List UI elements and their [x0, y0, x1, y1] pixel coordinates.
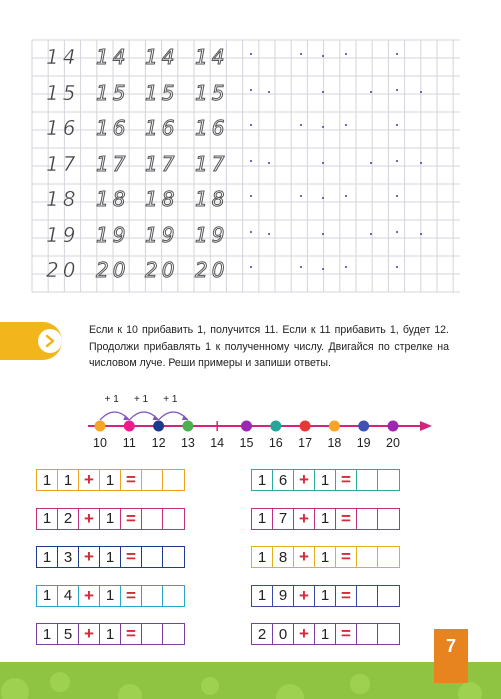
number-line-label: 12 — [151, 436, 166, 450]
guide-dot — [250, 89, 252, 91]
plus-sign: + — [294, 624, 315, 644]
number-line-dot — [270, 421, 281, 432]
number-line-label: 17 — [298, 436, 313, 450]
plus-sign: + — [294, 586, 315, 606]
equals-sign: = — [121, 586, 142, 606]
equation-digit: 1 — [252, 509, 273, 529]
equation-digit: 8 — [273, 547, 294, 567]
traced-number: 14 — [195, 45, 229, 69]
guide-dot — [250, 160, 252, 162]
traced-number: 20 — [145, 258, 179, 282]
equation-digit: 2 — [58, 509, 79, 529]
answer-cell[interactable] — [163, 586, 184, 606]
equals-sign: = — [336, 547, 357, 567]
equation-row — [251, 623, 400, 645]
equation-digit: 1 — [315, 509, 336, 529]
guide-dot — [345, 266, 347, 268]
guide-dot — [300, 266, 302, 268]
plus-sign: + — [79, 509, 100, 529]
guide-dot — [396, 231, 398, 233]
equation-row — [36, 546, 185, 568]
number-line-dot — [388, 421, 399, 432]
equation-digit: 1 — [37, 586, 58, 606]
traced-number: 16 — [46, 116, 80, 140]
equation-digit: 9 — [273, 586, 294, 606]
equals-sign: = — [121, 470, 142, 490]
answer-cell[interactable] — [163, 547, 184, 567]
number-line-label: 11 — [122, 436, 136, 450]
guide-dot — [250, 195, 252, 197]
plus-sign: + — [79, 547, 100, 567]
guide-dot — [322, 197, 324, 199]
equals-sign: = — [336, 624, 357, 644]
equals-sign: = — [336, 586, 357, 606]
traced-number: 16 — [195, 116, 229, 140]
equation-digit: 1 — [58, 470, 79, 490]
traced-number: 17 — [46, 151, 80, 176]
traced-number: 17 — [145, 151, 179, 176]
traced-number: 15 — [96, 80, 130, 105]
traced-number: 14 — [96, 45, 130, 69]
traced-number: 15 — [46, 80, 80, 105]
guide-dot — [345, 53, 347, 55]
number-line-dot — [153, 421, 164, 432]
traced-number: 16 — [145, 116, 179, 140]
guide-dot — [345, 195, 347, 197]
answer-cell[interactable] — [378, 624, 399, 644]
equation-digit: 1 — [315, 624, 336, 644]
guide-dot — [268, 233, 270, 235]
guide-dot — [250, 266, 252, 268]
plus-sign: + — [294, 509, 315, 529]
guide-dot — [322, 162, 324, 164]
equation-digit: 1 — [37, 624, 58, 644]
answer-cell[interactable] — [163, 470, 184, 490]
traced-number: 18 — [96, 187, 130, 211]
plus-sign: + — [79, 470, 100, 490]
number-line-label: 15 — [239, 436, 254, 450]
equation-digit: 5 — [58, 624, 79, 644]
equals-sign: = — [336, 470, 357, 490]
equation-row — [251, 508, 400, 530]
answer-cell[interactable] — [357, 470, 378, 490]
answer-cell[interactable] — [378, 586, 399, 606]
traced-number: 18 — [46, 187, 80, 211]
equation-digit: 1 — [100, 470, 121, 490]
number-line-dot — [300, 421, 311, 432]
equation-digit: 0 — [273, 624, 294, 644]
guide-dot — [268, 162, 270, 164]
answer-cell[interactable] — [163, 624, 184, 644]
guide-dot — [420, 91, 422, 93]
traced-number: 20 — [195, 258, 229, 282]
equation-digit: 1 — [100, 547, 121, 567]
number-line-dot — [95, 421, 106, 432]
traced-number: 19 — [145, 222, 179, 247]
traced-number: 15 — [195, 80, 229, 105]
decorative-footer — [0, 662, 501, 699]
guide-dot — [300, 53, 302, 55]
number-line-label: 20 — [386, 436, 400, 450]
number-line-dot — [182, 421, 193, 432]
equation-digit: 1 — [315, 547, 336, 567]
answer-cell[interactable] — [142, 470, 163, 490]
number-line-dot — [329, 421, 340, 432]
equals-sign: = — [121, 624, 142, 644]
guide-dot — [396, 89, 398, 91]
traced-number: 17 — [96, 151, 130, 176]
equation-digit: 1 — [100, 509, 121, 529]
guide-dot — [250, 231, 252, 233]
plus-one-label: + 1 — [104, 394, 119, 405]
number-line-label: 13 — [180, 436, 195, 450]
number-line-label: 19 — [356, 436, 371, 450]
traced-number: 14 — [46, 45, 80, 69]
guide-dot — [250, 124, 252, 126]
answer-cell[interactable] — [378, 470, 399, 490]
equals-sign: = — [121, 509, 142, 529]
traced-number: 20 — [46, 258, 80, 282]
answer-cell[interactable] — [378, 547, 399, 567]
plus-sign: + — [294, 470, 315, 490]
guide-dot — [370, 162, 372, 164]
guide-dot — [300, 124, 302, 126]
guide-dot — [322, 91, 324, 93]
number-line-dot — [358, 421, 369, 432]
arrow-icon — [38, 329, 62, 353]
guide-dot — [396, 266, 398, 268]
equation-row — [36, 508, 185, 530]
equation-digit: 1 — [252, 470, 273, 490]
answer-cell[interactable] — [357, 547, 378, 567]
answer-cell[interactable] — [142, 509, 163, 529]
traced-number: 19 — [195, 222, 229, 247]
equation-row — [251, 546, 400, 568]
task-instructions: Если к 10 прибавить 1, получится 11. Если к 11 прибавить 1, будет 12. Продолжи прибавлять 1 к полученному числу. Двигайся по стрелке на числовом луче. Реши примеры и запиши ответы. — [89, 324, 449, 370]
equation-row — [36, 623, 185, 645]
guide-dot — [322, 55, 324, 57]
equation-digit: 1 — [37, 547, 58, 567]
number-line-label: 14 — [210, 436, 225, 450]
number-line-dot — [124, 421, 135, 432]
answer-cell[interactable] — [357, 624, 378, 644]
guide-dot — [322, 233, 324, 235]
equation-row — [251, 585, 400, 607]
guide-dot — [370, 233, 372, 235]
traced-number: 15 — [145, 80, 179, 105]
guide-dot — [396, 124, 398, 126]
guide-dot — [322, 126, 324, 128]
plus-sign: + — [79, 586, 100, 606]
answer-cell[interactable] — [142, 586, 163, 606]
guide-dot — [420, 162, 422, 164]
equation-digit: 1 — [315, 470, 336, 490]
guide-dot — [345, 124, 347, 126]
guide-dot — [250, 53, 252, 55]
equation-digit: 1 — [252, 547, 273, 567]
traced-number: 18 — [145, 187, 179, 211]
traced-number: 14 — [145, 45, 179, 69]
page-number: 7 — [445, 636, 456, 656]
traced-number: 19 — [46, 222, 80, 247]
number-line-label: 18 — [327, 436, 342, 450]
equation-digit: 1 — [37, 509, 58, 529]
traced-number: 16 — [96, 116, 130, 140]
equation-digit: 1 — [100, 624, 121, 644]
equation-row — [36, 585, 185, 607]
number-line-label: 16 — [268, 436, 283, 450]
traced-number: 20 — [96, 258, 130, 282]
equation-digit: 4 — [58, 586, 79, 606]
number-line-label: 10 — [93, 436, 107, 450]
traced-number: 18 — [195, 187, 229, 211]
answer-cell[interactable] — [378, 509, 399, 529]
number-line-dot — [241, 421, 252, 432]
traced-number: 17 — [195, 151, 229, 176]
equation-digit: 6 — [273, 470, 294, 490]
equation-digit: 2 — [252, 624, 273, 644]
equation-digit: 3 — [58, 547, 79, 567]
answer-cell[interactable] — [142, 624, 163, 644]
traced-number: 19 — [96, 222, 130, 247]
equation-digit: 1 — [315, 586, 336, 606]
equation-row — [36, 469, 185, 491]
guide-dot — [300, 195, 302, 197]
answer-cell[interactable] — [142, 547, 163, 567]
plus-one-label: + 1 — [163, 394, 178, 405]
guide-dot — [370, 91, 372, 93]
guide-dot — [396, 53, 398, 55]
equation-digit: 7 — [273, 509, 294, 529]
equation-row — [251, 469, 400, 491]
answer-cell[interactable] — [357, 509, 378, 529]
equals-sign: = — [336, 509, 357, 529]
plus-sign: + — [294, 547, 315, 567]
equals-sign: = — [121, 547, 142, 567]
equation-digit: 1 — [100, 586, 121, 606]
guide-dot — [396, 195, 398, 197]
answer-cell[interactable] — [357, 586, 378, 606]
plus-sign: + — [79, 624, 100, 644]
answer-cell[interactable] — [163, 509, 184, 529]
guide-dot — [420, 233, 422, 235]
equation-digit: 1 — [252, 586, 273, 606]
guide-dot — [322, 268, 324, 270]
equation-digit: 1 — [37, 470, 58, 490]
guide-dot — [268, 91, 270, 93]
plus-one-label: + 1 — [133, 394, 149, 405]
guide-dot — [396, 160, 398, 162]
